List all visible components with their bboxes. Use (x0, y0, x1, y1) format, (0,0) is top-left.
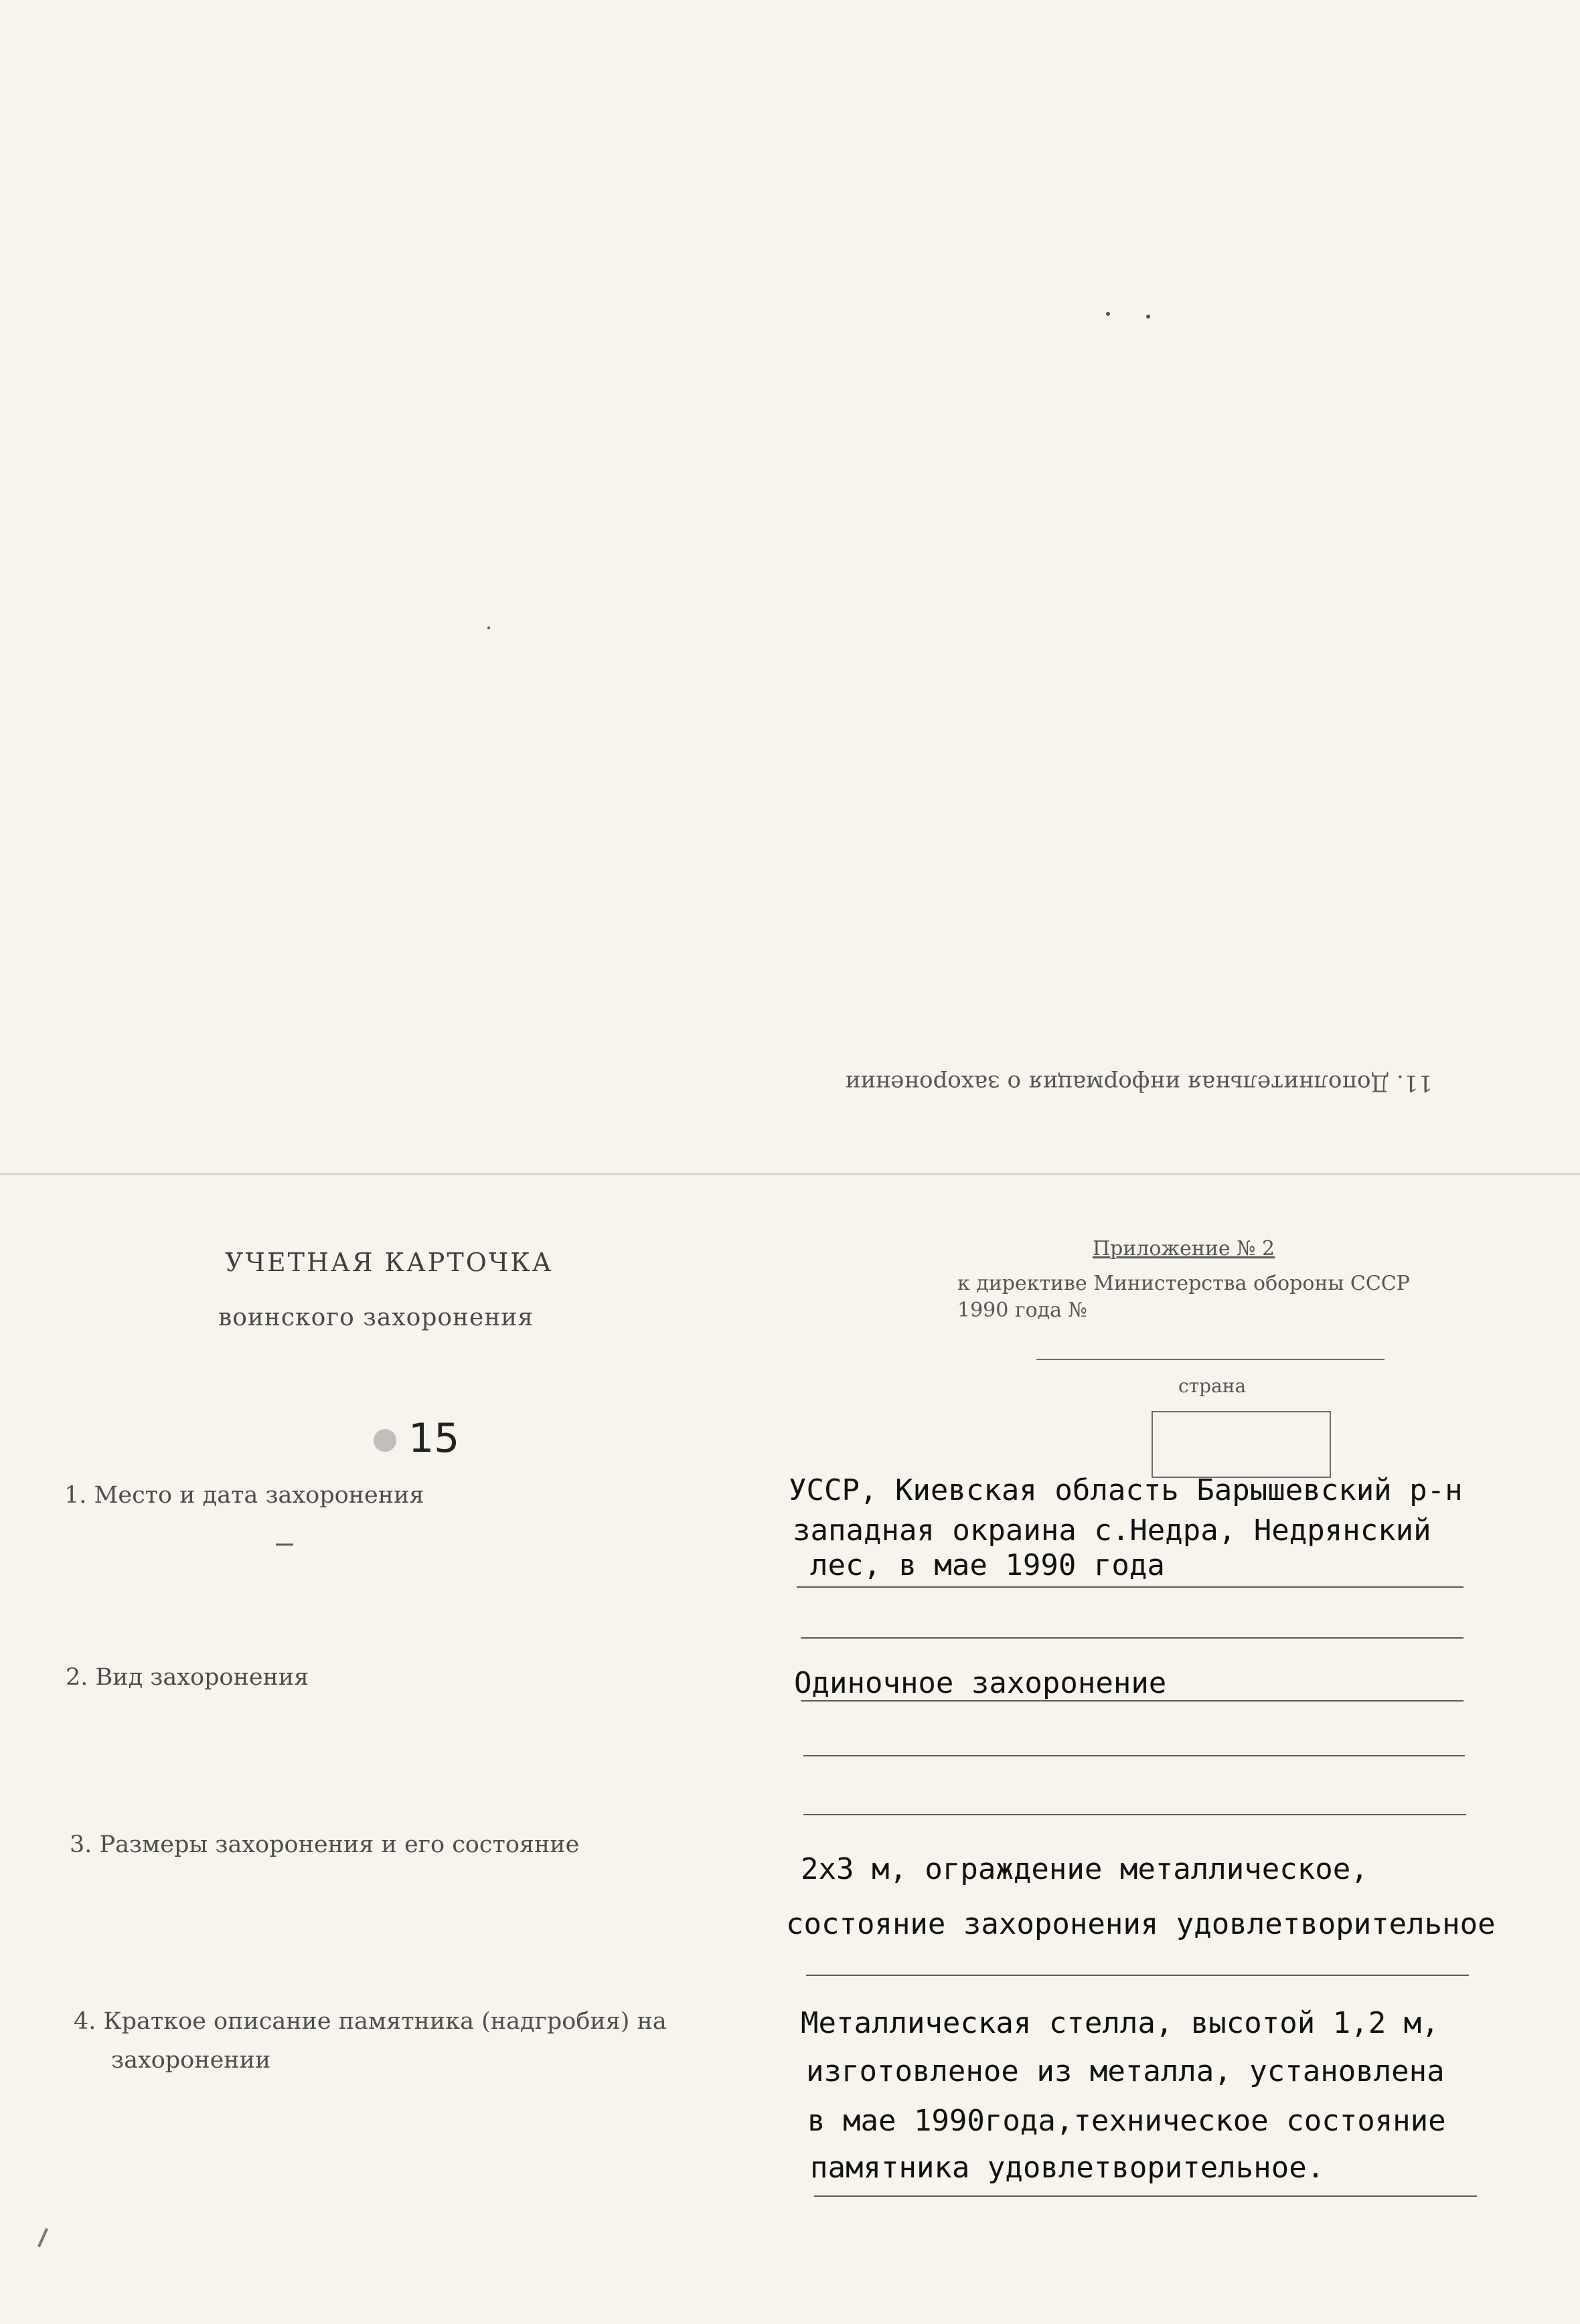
field-2-rule-3 (803, 1814, 1466, 1815)
field-2-rule-2 (803, 1755, 1465, 1756)
directive-reference (957, 1270, 1410, 1324)
directive-line-2: 1990 года № (957, 1299, 1087, 1322)
field-1-rule-2 (801, 1637, 1464, 1639)
field-4-label-line-1: 4. Краткое описание памятника (надгробия) на (74, 2008, 667, 2035)
field-3-label: 3. Размеры захоронения и его состояние (70, 1831, 580, 1858)
pencil-mark (37, 2228, 48, 2247)
paper-speck (1106, 312, 1110, 316)
field-4-value-line-2: изготовленое из металла, установлена (806, 2054, 1445, 2088)
field-4-value-line-3: в мае 1990года,техническое состояние (807, 2104, 1446, 2138)
field-3-value-line-1: 2х3 м, ограждение металлическое, (801, 1852, 1368, 1886)
fold-line (0, 1173, 1580, 1175)
additional-info-heading-flipped: 11. Дополнительная информация о захоронении (845, 1070, 1433, 1096)
country-underline (1036, 1359, 1385, 1360)
card-subtitle: воинского захоронения (218, 1304, 534, 1331)
field-4-rule (814, 2195, 1477, 2197)
field-1-label: 1. Место и дата захоронения (64, 1482, 424, 1509)
paper-speck (487, 627, 490, 629)
card-number-value: 15 (408, 1415, 460, 1462)
field-3-rule (806, 1975, 1469, 1976)
field-1-rule-1 (797, 1586, 1464, 1588)
field-4-label-line-2: захоронении (111, 2047, 271, 2074)
field-1-value-line-3: лес, в мае 1990 года (810, 1548, 1165, 1582)
field-4-value-line-1: Металлическая стелла, высотой 1,2 м, (801, 2006, 1439, 2040)
paper-speck (1146, 315, 1150, 319)
appendix-label: Приложение № 2 (1093, 1237, 1275, 1260)
field-1-value-line-1: УССР, Киевская область Барышевский р-н (789, 1473, 1463, 1507)
field-4-value-line-4: памятника удовлетворительное. (810, 2151, 1325, 2185)
ink-smudge (374, 1429, 396, 1452)
directive-line-1: к директиве Министерства обороны СССР (957, 1272, 1410, 1295)
field-3-value-line-2: состояние захоронения удовлетворительное (786, 1907, 1496, 1941)
field-2-label: 2. Вид захоронения (66, 1664, 309, 1691)
country-caption: страна (1178, 1375, 1247, 1397)
pencil-dash (276, 1544, 293, 1546)
field-2-rule-1 (801, 1700, 1464, 1702)
field-2-value: Одиночное захоронение (794, 1666, 1167, 1700)
field-1-value-line-2: западная окраина с.Недра, Недрянский (793, 1513, 1431, 1548)
card-number (374, 1415, 459, 1462)
card-title: УЧЕТНАЯ КАРТОЧКА (225, 1248, 554, 1277)
